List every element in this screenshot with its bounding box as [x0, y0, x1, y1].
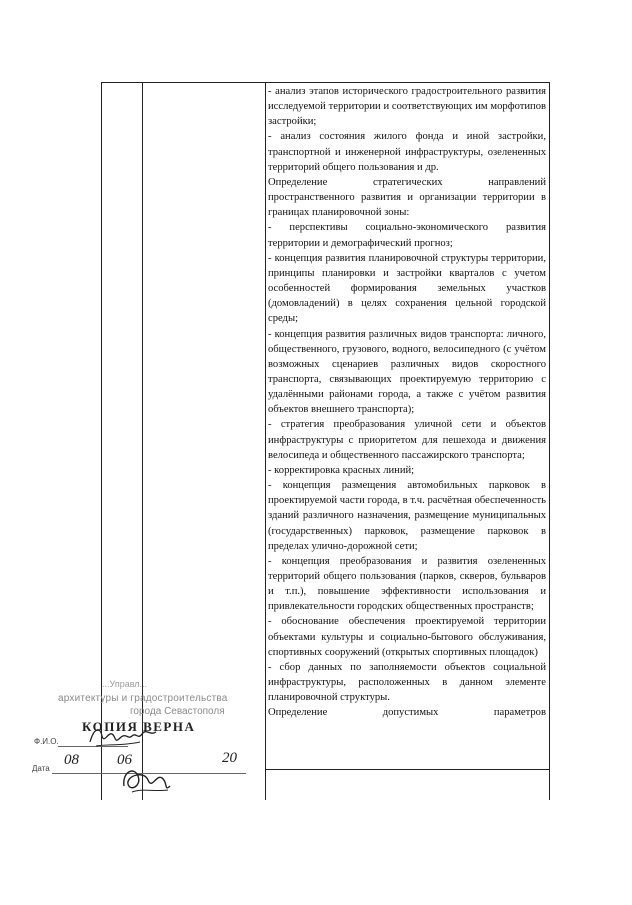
paragraph-parking: - концепция размещения автомобильных парковок в проектируемой части города, в т.ч. расчётная обеспеченность зданий различного назначения, размещение муниципальных (государственных) парковок, размещение парковок в пределах улично-дорожной сети; [268, 480, 546, 552]
paragraph-transport: - концепция развития различных видов транспорта: личного, общественного, грузового, водного, велосипедного (с учётом возможных сценариев различных видов скоростного транспорта, связывающих проектируемую территорию с удалёнными районами города, а также с учётом развития объектов внешнего транспорта); [268, 328, 546, 416]
paragraph-green-areas: - концепция преобразования и развития озелененных территорий общего пользования (парков, скверов, бульваров и т.п.), повышение эффективности использования и привлекательности городских общественных пространств; [268, 555, 546, 613]
paragraph-analysis-history: - анализ этапов исторического градостроительного развития исследуемой территории и соответствующих им морфотипов застройки; [268, 86, 546, 128]
paragraph-socioeconomic: - перспективы социально-экономического развития территории и демографический прогноз; [268, 222, 546, 249]
signature-fio [86, 722, 166, 750]
stamp-certified-copy: КОПИЯ ВЕРНА [82, 719, 196, 734]
date-label: Дата [32, 764, 50, 773]
table-right-border [549, 82, 550, 800]
paragraph-strategic-directions: Определение стратегических направлений пространственного развития и организации территории в границах планировочной зоны: [268, 176, 546, 219]
requirements-text-column [268, 84, 546, 721]
table-row-divider [265, 769, 550, 770]
paragraph-analysis-housing: - анализ состояния жилого фонда и иной застройки, транспортной и инженерной инфраструктуры, озелененных территорий общего пользования и др. [268, 131, 546, 173]
paragraph-data-collection: - сбор данных по заполняемости объектов социальной инфраструктуры, расположенных в данном элементе планировочной структуры. [268, 661, 546, 704]
paragraph-street-network: - стратегия преобразования уличной сети и объектов инфраструктуры с приоритетом для пешехода и движения велосипеда и общественного пассажирского транспорта; [268, 419, 546, 461]
table-column-divider-2 [265, 82, 266, 800]
paragraph-red-lines: - корректировка красных линий; [268, 464, 415, 476]
stamp-city-line: города Севастополя [130, 706, 225, 717]
fio-label: Ф.И.О. [34, 737, 59, 746]
paragraph-planning-structure: - концепция развития планировочной структуры территории, принципы планировки и застройки кварталов с учетом особенностей формирования земельных участков (домовладений) в целях сохранения цельной городской среды; [268, 252, 546, 325]
paragraph-social-facilities: - обоснование обеспечения проектируемой территории объектами культуры и социально-бытового обслуживания, спортивных сооружений (открытых спортивных площадок) [268, 616, 546, 658]
date-month: 06 [117, 752, 132, 768]
stamp-department-line: архитектуры и градостроительства [58, 693, 228, 704]
stamp-office-line: ...Управл... [102, 679, 148, 689]
date-year: 20 [222, 750, 237, 766]
paragraph-parameters: Определение допустимых параметров [268, 707, 546, 719]
table-top-border [101, 82, 550, 83]
signature-main [118, 762, 178, 796]
date-day: 08 [64, 752, 79, 768]
